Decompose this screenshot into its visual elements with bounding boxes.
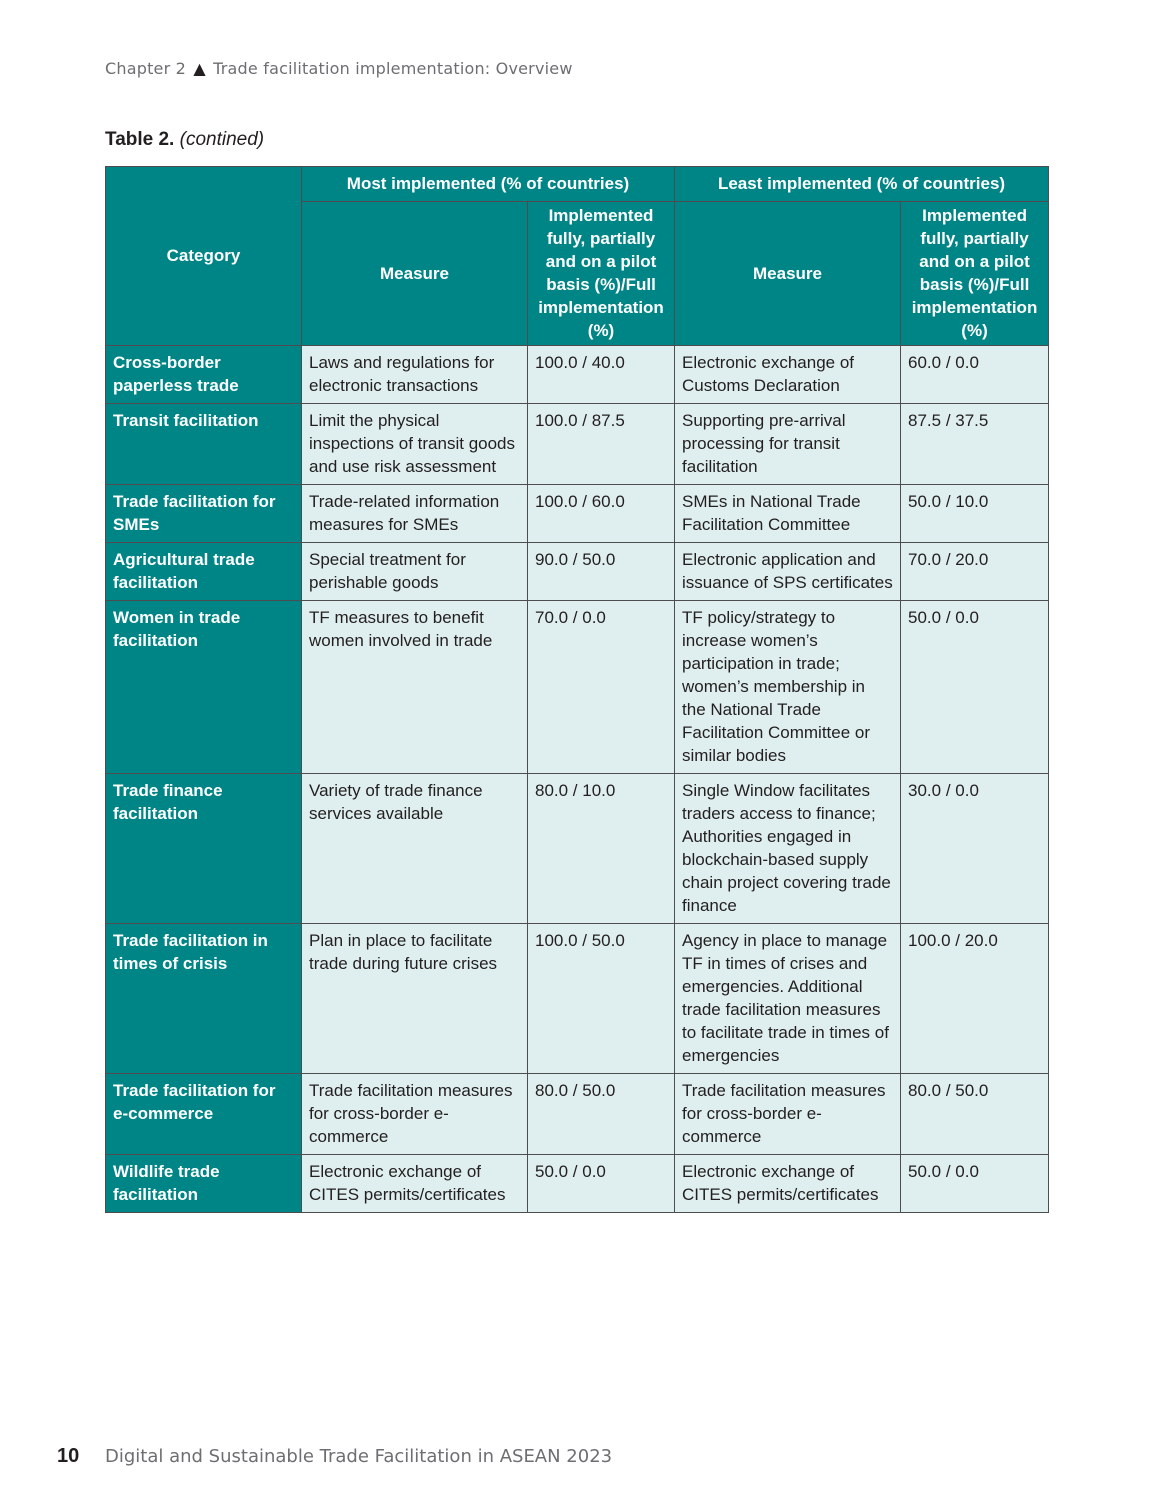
least-measure-cell: Electronic application and issuance of SPS certificates [675,543,901,601]
table-caption-note: (contined) [179,129,265,150]
most-measure-cell: Laws and regulations for electronic transactions [302,346,528,404]
table-row [106,543,1049,601]
least-measure-cell: SMEs in National Trade Facilitation Committee [675,485,901,543]
table-row [106,404,1049,485]
column-header-category: Category [106,167,302,346]
most-rate-cell: 100.0 / 60.0 [528,485,675,543]
category-cell: Cross-border paperless trade [106,346,302,404]
table-row [106,346,1049,404]
publication-title: Digital and Sustainable Trade Facilitation in ASEAN 2023 [105,1446,613,1467]
trade-facilitation-table [105,166,1049,1213]
most-measure-cell: Limit the physical inspections of transit goods and use risk assessment [302,404,528,485]
least-measure-cell: Electronic exchange of Customs Declaration [675,346,901,404]
most-measure-cell: Trade-related information measures for SMEs [302,485,528,543]
group-header-least-implemented: Least implemented (% of countries) [675,167,1049,202]
least-rate-cell: 60.0 / 0.0 [901,346,1049,404]
most-measure-cell: Variety of trade finance services available [302,774,528,924]
least-measure-cell: Single Window facilitates traders access to finance; Authorities engaged in blockchain-based supply chain project covering trade finance [675,774,901,924]
least-rate-cell: 30.0 / 0.0 [901,774,1049,924]
least-rate-cell: 50.0 / 0.0 [901,601,1049,774]
most-measure-cell: Trade facilitation measures for cross-border e-commerce [302,1074,528,1155]
section-title: Trade facilitation implementation: Overview [213,59,573,78]
category-cell: Trade facilitation for SMEs [106,485,302,543]
least-measure-cell: Supporting pre-arrival processing for transit facilitation [675,404,901,485]
most-rate-cell: 70.0 / 0.0 [528,601,675,774]
most-rate-cell: 100.0 / 87.5 [528,404,675,485]
table-row [106,924,1049,1074]
table-row [106,485,1049,543]
table-row [106,774,1049,924]
most-rate-cell: 100.0 / 50.0 [528,924,675,1074]
category-cell: Trade facilitation in times of crisis [106,924,302,1074]
column-header-most-measure: Measure [302,202,528,346]
least-rate-cell: 50.0 / 0.0 [901,1155,1049,1213]
most-measure-cell: Special treatment for perishable goods [302,543,528,601]
least-rate-cell: 80.0 / 50.0 [901,1074,1049,1155]
most-rate-cell: 50.0 / 0.0 [528,1155,675,1213]
group-header-most-implemented: Most implemented (% of countries) [302,167,675,202]
most-measure-cell: Plan in place to facilitate trade during future crises [302,924,528,1074]
running-header [105,59,573,78]
column-header-least-measure: Measure [675,202,901,346]
least-measure-cell: Trade facilitation measures for cross-border e-commerce [675,1074,901,1155]
column-header-least-rate: Implemented fully, partially and on a pilot basis (%)/Full implementation (%) [901,202,1049,346]
category-cell: Trade finance facilitation [106,774,302,924]
table-label: Table 2. [105,129,175,150]
least-rate-cell: 50.0 / 10.0 [901,485,1049,543]
triangle-up-icon: ▲ [193,59,206,78]
column-header-most-rate: Implemented fully, partially and on a pilot basis (%)/Full implementation (%) [528,202,675,346]
most-measure-cell: TF measures to benefit women involved in trade [302,601,528,774]
table-row [106,1074,1049,1155]
category-cell: Wildlife trade facilitation [106,1155,302,1213]
least-rate-cell: 87.5 / 37.5 [901,404,1049,485]
table-row [106,1155,1049,1213]
least-measure-cell: Agency in place to manage TF in times of crises and emergencies. Additional trade facilitation measures to facilitate trade in times of emergencies [675,924,901,1074]
least-rate-cell: 100.0 / 20.0 [901,924,1049,1074]
category-cell: Trade facilitation for e-commerce [106,1074,302,1155]
chapter-label: Chapter 2 [105,59,187,78]
least-measure-cell: TF policy/strategy to increase women’s participation in trade; women’s membership in the National Trade Facilitation Committee or similar bodies [675,601,901,774]
least-rate-cell: 70.0 / 20.0 [901,543,1049,601]
category-cell: Agricultural trade facilitation [106,543,302,601]
most-measure-cell: Electronic exchange of CITES permits/certificates [302,1155,528,1213]
most-rate-cell: 80.0 / 10.0 [528,774,675,924]
category-cell: Transit facilitation [106,404,302,485]
most-rate-cell: 90.0 / 50.0 [528,543,675,601]
category-cell: Women in trade facilitation [106,601,302,774]
table-caption [105,129,264,151]
least-measure-cell: Electronic exchange of CITES permits/certificates [675,1155,901,1213]
most-rate-cell: 100.0 / 40.0 [528,346,675,404]
table-row [106,601,1049,774]
page-number: 10 [57,1445,80,1467]
most-rate-cell: 80.0 / 50.0 [528,1074,675,1155]
